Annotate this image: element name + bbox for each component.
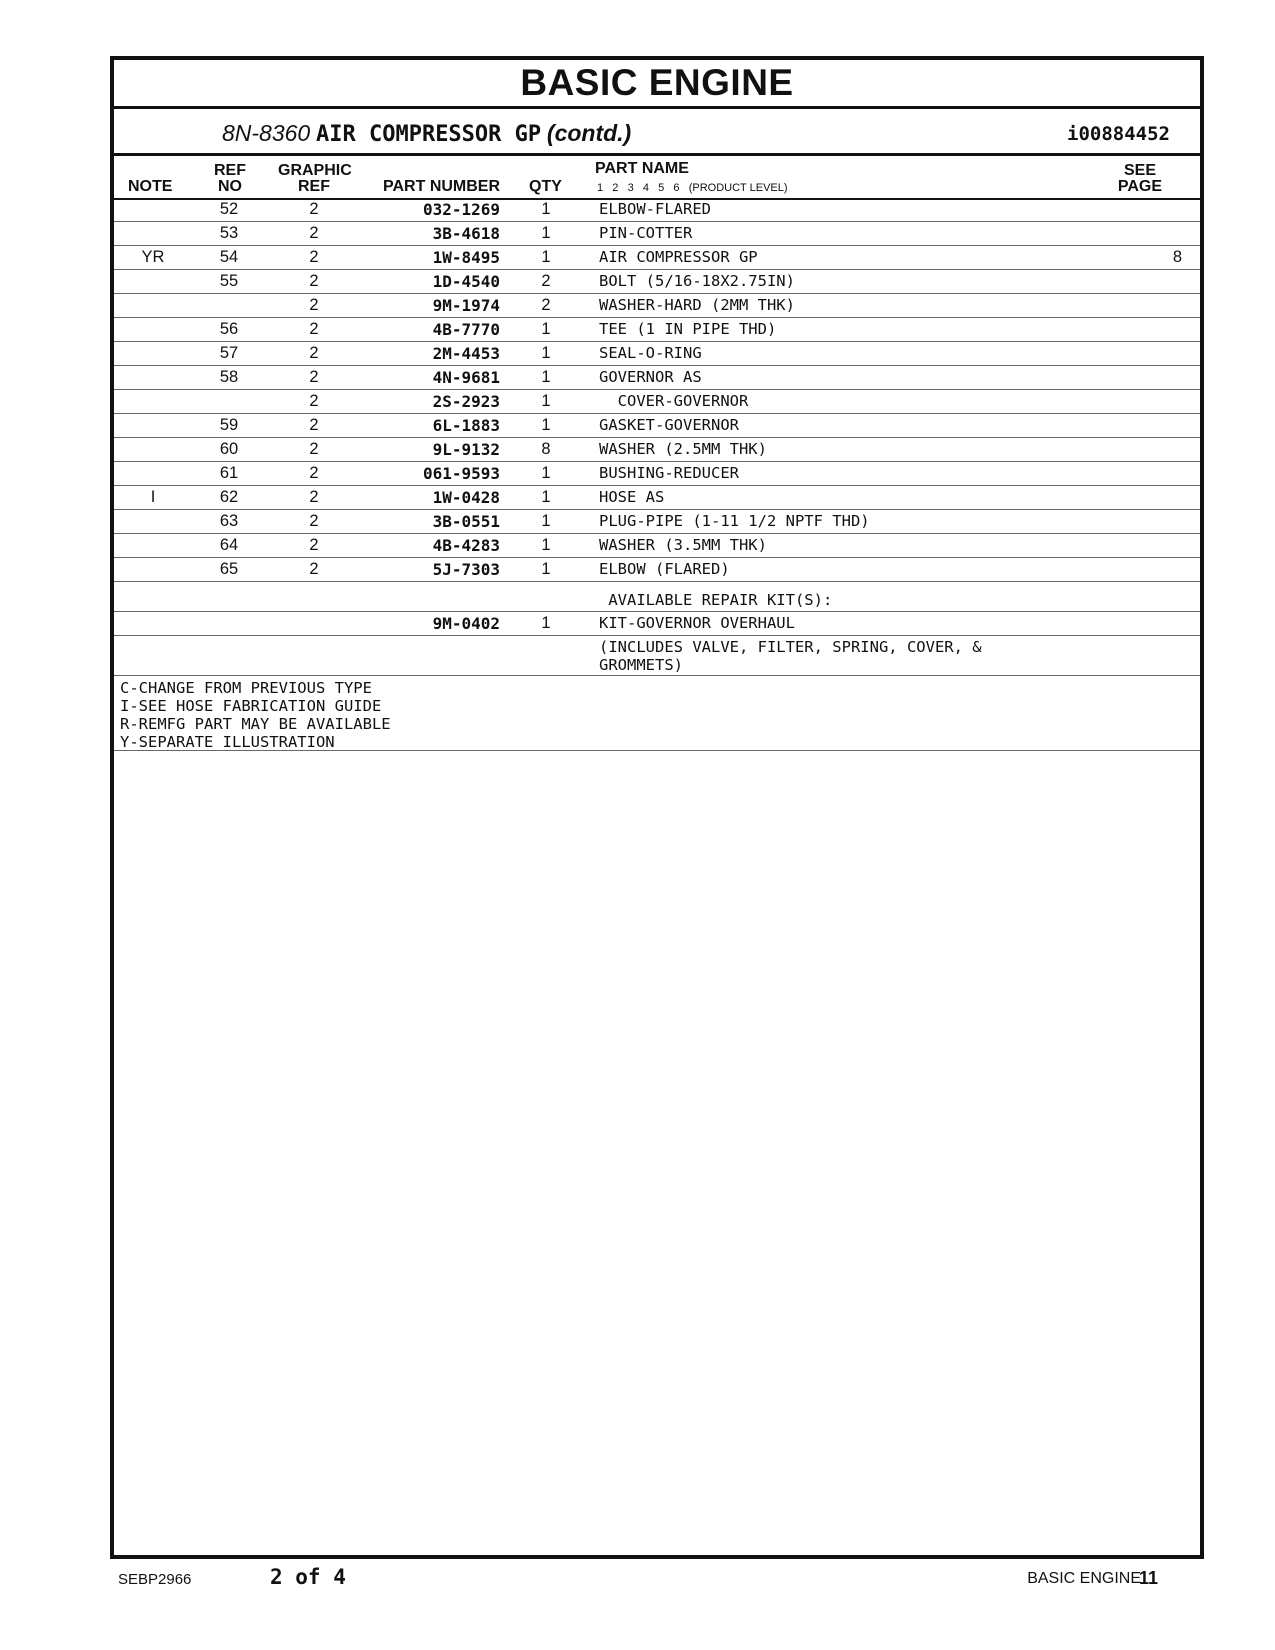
col-part-number: PART NUMBER [383, 178, 501, 195]
graphic-ref-cell: 2 [309, 488, 319, 506]
ref-cell: 65 [219, 560, 239, 578]
graphic-ref-cell: 2 [309, 440, 319, 458]
qty-cell: 1 [541, 344, 551, 362]
see-page-cell: 8 [1172, 248, 1182, 266]
kit-description [599, 638, 982, 674]
graphic-ref-cell: 2 [309, 344, 319, 362]
col-ref-bottom: NO [218, 178, 242, 195]
ref-cell: 54 [219, 248, 239, 266]
table-row [114, 246, 1200, 270]
kit-part-number: 9M-0402 [432, 614, 500, 633]
table-row [114, 438, 1200, 462]
part-number-cell: 4N-9681 [432, 368, 500, 387]
part-name-cell: ELBOW-FLARED [599, 200, 711, 218]
part-number-cell: 9M-1974 [432, 296, 500, 315]
graphic-ref-cell: 2 [309, 512, 319, 530]
table-row [114, 390, 1200, 414]
part-name-cell: GOVERNOR AS [599, 368, 702, 386]
note-line: C-CHANGE FROM PREVIOUS TYPE [120, 679, 372, 697]
graphic-ref-cell: 2 [309, 320, 319, 338]
graphic-ref-cell: 2 [309, 464, 319, 482]
part-number-cell: 3B-4618 [432, 224, 500, 243]
part-name-cell: WASHER-HARD (2MM THK) [599, 296, 795, 314]
table-row [114, 366, 1200, 390]
part-name-cell: ELBOW (FLARED) [599, 560, 730, 578]
part-number-cell: 4B-4283 [432, 536, 500, 555]
kit-description-row [114, 636, 1200, 676]
graphic-ref-cell: 2 [309, 224, 319, 242]
part-name-cell: HOSE AS [599, 488, 665, 506]
kit-desc-line2: GROMMETS) [599, 656, 683, 674]
illustration-id: i00884452 [1067, 123, 1170, 145]
group-name: AIR COMPRESSOR GP [315, 122, 542, 147]
ref-cell: 61 [219, 464, 239, 482]
col-part-name: PART NAME [595, 160, 689, 177]
note-cell: YR [141, 248, 165, 266]
part-name-cell: WASHER (3.5MM THK) [599, 536, 767, 554]
table-row [114, 486, 1200, 510]
ref-cell: 53 [219, 224, 239, 242]
qty-cell: 1 [541, 536, 551, 554]
ref-cell: 57 [219, 344, 239, 362]
qty-cell: 1 [541, 224, 551, 242]
table-row [114, 294, 1200, 318]
qty-cell: 2 [541, 296, 551, 314]
group-number: 8N-8360 [222, 120, 311, 146]
ref-cell: 58 [219, 368, 239, 386]
col-graphic-bottom: REF [298, 178, 330, 195]
footer-page-of: 2 of 4 [270, 1565, 346, 1589]
table-row [114, 558, 1200, 582]
col-note: NOTE [128, 178, 173, 195]
qty-cell: 1 [541, 200, 551, 218]
part-name-cell: COVER-GOVERNOR [599, 392, 749, 410]
section-banner: BASIC ENGINE [114, 60, 1200, 109]
part-number-cell: 6L-1883 [432, 416, 500, 435]
part-number-cell: 1D-4540 [432, 272, 500, 291]
part-number-cell: 3B-0551 [432, 512, 500, 531]
part-number-cell: 9L-9132 [432, 440, 500, 459]
part-name-cell: TEE (1 IN PIPE THD) [599, 320, 777, 338]
part-number-cell: 2M-4453 [432, 344, 500, 363]
graphic-ref-cell: 2 [309, 296, 319, 314]
qty-cell: 1 [541, 464, 551, 482]
part-name-cell: SEAL-O-RING [599, 344, 702, 362]
footer-page-number: 11 [1138, 1568, 1158, 1588]
note-cell: I [150, 488, 156, 506]
graphic-ref-cell: 2 [309, 536, 319, 554]
table-row [114, 534, 1200, 558]
qty-cell: 1 [541, 512, 551, 530]
part-number-cell: 5J-7303 [432, 560, 500, 579]
table-row [114, 222, 1200, 246]
kit-desc-line1: (INCLUDES VALVE, FILTER, SPRING, COVER, & [599, 638, 982, 656]
ref-cell: 60 [219, 440, 239, 458]
table-row [114, 462, 1200, 486]
ref-cell: 59 [219, 416, 239, 434]
qty-cell: 1 [541, 488, 551, 506]
group-header [114, 109, 1200, 156]
graphic-ref-cell: 2 [309, 560, 319, 578]
graphic-ref-cell: 2 [309, 200, 319, 218]
graphic-ref-cell: 2 [309, 392, 319, 410]
graphic-ref-cell: 2 [309, 416, 319, 434]
ref-cell: 55 [219, 272, 239, 290]
ref-cell: 63 [219, 512, 239, 530]
footer-doc-number: SEBP2966 [118, 1571, 192, 1588]
kit-row [114, 612, 1200, 636]
part-number-cell: 061-9593 [422, 464, 500, 483]
qty-cell: 1 [541, 320, 551, 338]
ref-cell: 52 [219, 200, 239, 218]
group-title [222, 119, 631, 149]
group-contd: (contd.) [546, 120, 632, 146]
kit-heading-row [114, 582, 1200, 612]
footer-section: BASIC ENGINE [1027, 1570, 1141, 1587]
graphic-ref-cell: 2 [309, 272, 319, 290]
table-row [114, 198, 1200, 222]
col-see-top: SEE [1123, 162, 1156, 179]
table-row [114, 342, 1200, 366]
table-row [114, 414, 1200, 438]
graphic-ref-cell: 2 [309, 248, 319, 266]
col-graphic-top: GRAPHIC [278, 162, 352, 179]
qty-cell: 2 [541, 272, 551, 290]
part-number-cell: 2S-2923 [432, 392, 500, 411]
col-ref-top: REF [214, 162, 246, 179]
part-name-cell: PIN-COTTER [599, 224, 693, 242]
ref-cell: 56 [219, 320, 239, 338]
qty-cell: 8 [541, 440, 551, 458]
qty-cell: 1 [541, 248, 551, 266]
qty-cell: 1 [541, 392, 551, 410]
notes-legend [114, 676, 1200, 751]
part-number-cell: 032-1269 [422, 200, 500, 219]
part-number-cell: 1W-8495 [432, 248, 500, 267]
note-line: R-REMFG PART MAY BE AVAILABLE [120, 715, 391, 733]
kit-name: KIT-GOVERNOR OVERHAUL [599, 614, 795, 632]
col-qty: QTY [529, 178, 562, 195]
ref-cell: 64 [219, 536, 239, 554]
col-product-level: 1 2 3 4 5 6 (PRODUCT LEVEL) [597, 182, 788, 194]
kit-qty: 1 [541, 614, 551, 632]
part-number-cell: 4B-7770 [432, 320, 500, 339]
part-name-cell: BUSHING-REDUCER [599, 464, 739, 482]
kit-heading: AVAILABLE REPAIR KIT(S): [599, 591, 833, 609]
table-row [114, 270, 1200, 294]
qty-cell: 1 [541, 560, 551, 578]
page-frame [110, 56, 1204, 1559]
qty-cell: 1 [541, 416, 551, 434]
part-name-cell: AIR COMPRESSOR GP [599, 248, 758, 266]
parts-table [114, 198, 1200, 751]
table-row [114, 510, 1200, 534]
ref-cell: 62 [219, 488, 239, 506]
qty-cell: 1 [541, 368, 551, 386]
note-line: Y-SEPARATE ILLUSTRATION [120, 733, 335, 751]
part-number-cell: 1W-0428 [432, 488, 500, 507]
part-name-cell: PLUG-PIPE (1-11 1/2 NPTF THD) [599, 512, 870, 530]
note-line: I-SEE HOSE FABRICATION GUIDE [120, 697, 382, 715]
graphic-ref-cell: 2 [309, 368, 319, 386]
col-see-bottom: PAGE [1117, 178, 1162, 195]
part-name-cell: GASKET-GOVERNOR [599, 416, 739, 434]
column-header [114, 156, 1200, 200]
part-name-cell: BOLT (5/16-18X2.75IN) [599, 272, 795, 290]
part-name-cell: WASHER (2.5MM THK) [599, 440, 767, 458]
table-row [114, 318, 1200, 342]
